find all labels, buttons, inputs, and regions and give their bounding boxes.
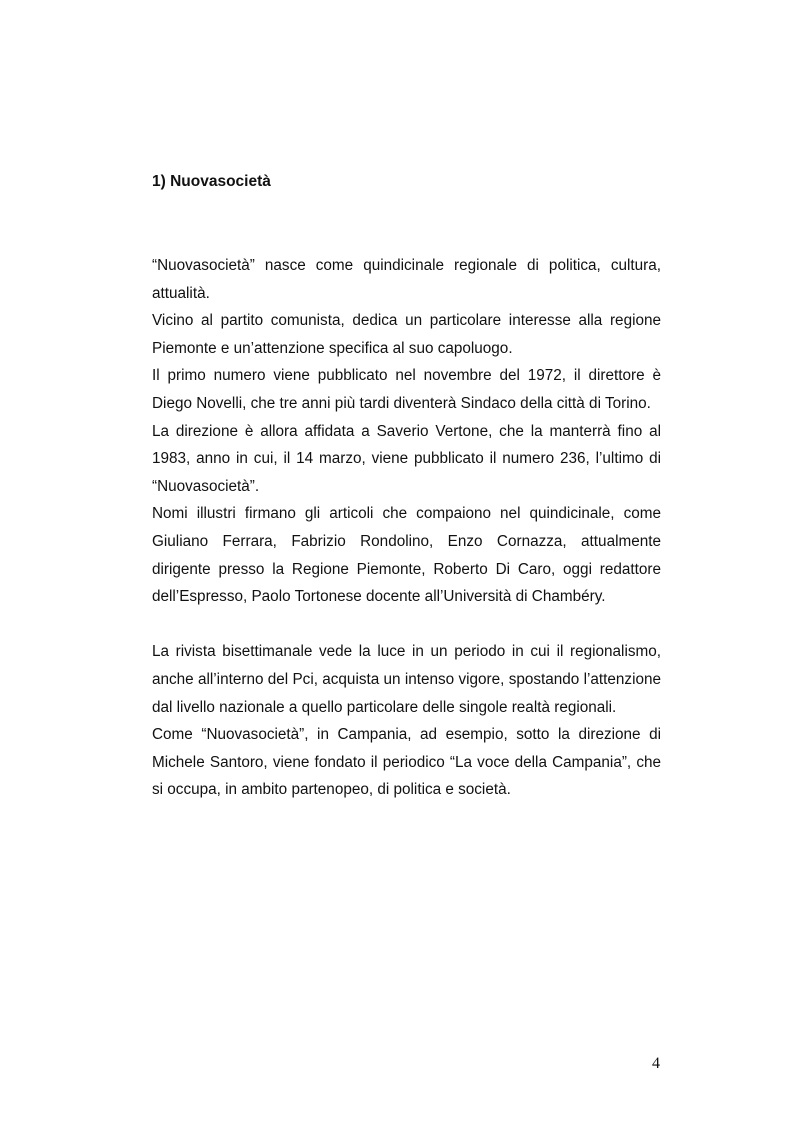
paragraph: Il primo numero viene pubblicato nel novembre del 1972, il direttore è Diego Novelli, che tre anni più tardi diventerà Sindaco della città di Torino. [152, 367, 661, 412]
paragraph: La direzione è allora affidata a Saverio Vertone, che la manterrà fino al 1983, anno in cui, il 14 marzo, viene pubblicato il numero 236, l’ultimo di “Nuovasocietà”. [152, 422, 661, 495]
paragraph: Nomi illustri firmano gli articoli che compaiono nel quindicinale, come Giuliano Ferrara, Fabrizio Rondolino, Enzo Cornazza, attualmente dirigente presso la Regione Piemonte, Roberto Di Caro, oggi redattore dell’Espresso, Paolo Tortonese docente all’Università di Chambéry. [152, 505, 661, 606]
paragraph: La rivista bisettimanale vede la luce in un periodo in cui il regionalismo, anche all’interno del Pci, acquista un intenso vigore, spostando l’attenzione dal livello nazionale a quello particolare delle singole realtà regionali. [152, 643, 661, 716]
paragraph: Vicino al partito comunista, dedica un particolare interesse alla regione Piemonte e un’attenzione specifica al suo capoluogo. [152, 312, 661, 357]
body-text [152, 252, 661, 804]
section-heading: 1) Nuovasocietà [152, 173, 271, 190]
paragraph-gap [152, 611, 661, 639]
paragraph: “Nuovasocietà” nasce come quindicinale regionale di politica, cultura, attualità. [152, 257, 661, 302]
paragraph: Come “Nuovasocietà”, in Campania, ad esempio, sotto la direzione di Michele Santoro, viene fondato il periodico “La voce della Campania”, che si occupa, in ambito partenopeo, di politica e società. [152, 726, 661, 799]
page-number: 4 [652, 1055, 660, 1072]
